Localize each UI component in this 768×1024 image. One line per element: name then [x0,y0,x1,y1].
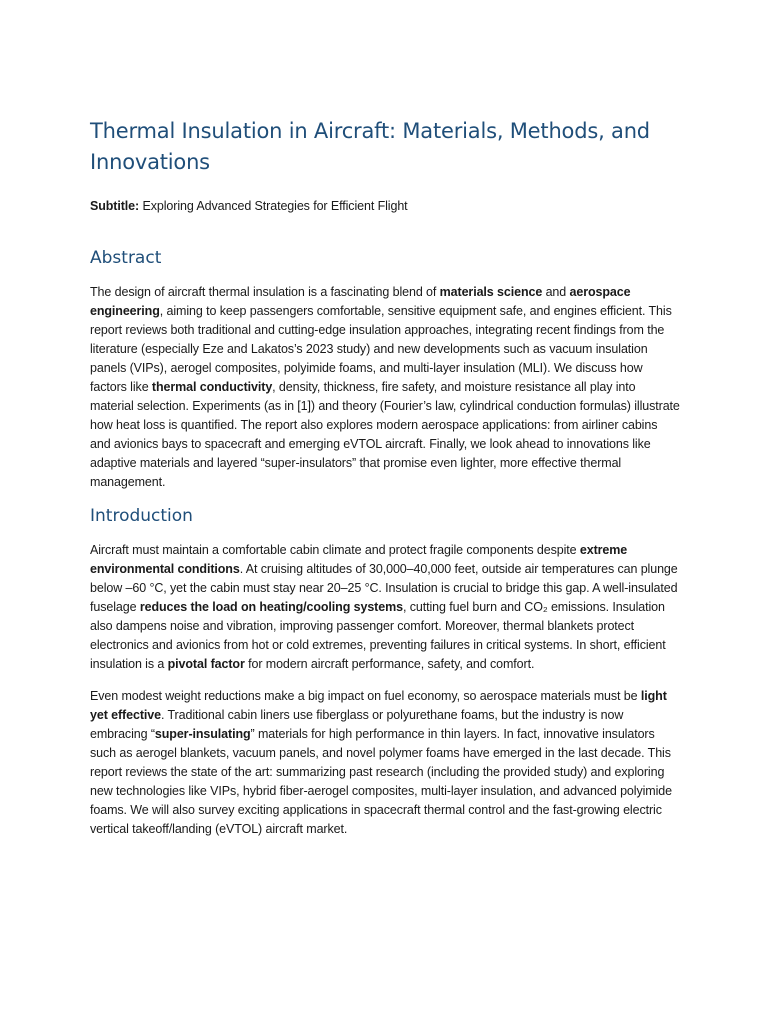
intro-p2-bold-2: super-insulating [154,727,251,741]
subtitle-label: Subtitle: [90,199,140,213]
introduction-heading: Introduction [90,506,193,526]
intro-p2-text-2: . Traditional cabin liners use fiberglass or polyurethane foams, but the industry is now embracing “ [90,708,624,741]
intro-p2-text-3: ” materials for high performance in thin layers. In fact, innovative insulators such as aerogel blankets, vacuum panels, and novel polymer foams have emerged in the last decade. This report reviews the state of the art: summarizing past research (including the provided study) and exploring new technologies like VIPs, hybrid fiber-aerogel composites, multi-layer insulation, and advanced polyimide foams. We will also survey exciting applications in spacecraft thermal control and the fast-growing electric vertical takeoff/landing (eVTOL) aircraft market. [90,727,672,836]
abstract-text-2: and [542,285,570,299]
abstract-bold-3: thermal conductivity [151,380,273,394]
intro-p1-text-1: Aircraft must maintain a comfortable cabin climate and protect fragile components despite [90,543,580,557]
intro-p1-text-3: , cutting fuel burn and CO₂ emissions. Insulation also dampens noise and vibration, improving passenger comfort. Moreover, thermal blankets protect electronics and avionics from hot or cold extremes, preventing failures in critical systems. In short, efficient insulation is a [90,600,666,671]
abstract-bold-2: aerospace engineering [90,285,631,318]
intro-p1-text-2: . At cruising altitudes of 30,000–40,000 feet, outside air temperatures can plunge below –60 °C, yet the cabin must stay near 20–25 °C. Insulation is crucial to bridge this gap. A well-insulated fuselage [90,562,678,614]
document-title: Thermal Insulation in Aircraft: Materials, Methods, and Innovations [90,119,650,174]
intro-p1-bold-1: extreme environmental conditions [90,543,628,576]
abstract-text-1: The design of aircraft thermal insulation is a fascinating blend of [90,285,440,299]
intro-p2-bold-1: light yet effective [90,689,667,722]
introduction-section [90,505,680,839]
abstract-text-4: , density, thickness, fire safety, and moisture resistance all play into material selection. Experiments (as in [1]) and theory (Fourier’s law, cylindrical conduction formulas) illustrate how heat loss is quantified. The report also explores modern aerospace applications: from airliner cabins and avionics bays to spacecraft and emerging eVTOL aircraft. Finally, we look ahead to innovations like adaptive materials and layered “super-insulators” that promise even lighter, more effective thermal management. [90,380,680,489]
document-page [90,116,680,852]
abstract-heading: Abstract [90,248,162,268]
document-subtitle [90,197,680,215]
introduction-paragraph-1 [90,541,680,674]
abstract-paragraph [90,283,680,492]
subtitle-text: Exploring Advanced Strategies for Efficient Flight [139,199,408,213]
abstract-text-3: , aiming to keep passengers comfortable, sensitive equipment safe, and engines efficient. This report reviews both traditional and cutting-edge insulation approaches, integrating recent findings from the literature (especially Eze and Lakatos’s 2023 study) and new developments such as vacuum insulation panels (VIPs), aerogel composites, polyimide foams, and multi-layer insulation (MLI). We discuss how factors like [90,304,672,394]
abstract-section [90,247,680,492]
introduction-paragraph-2 [90,687,680,839]
intro-p2-text-1: Even modest weight reductions make a big impact on fuel economy, so aerospace materials must be [90,689,641,703]
intro-p1-bold-2: reduces the load on heating/cooling systems [139,600,403,614]
intro-p1-text-4: for modern aircraft performance, safety, and comfort. [244,657,535,671]
intro-p1-bold-3: pivotal factor [167,657,245,671]
abstract-bold-1: materials science [439,285,543,299]
